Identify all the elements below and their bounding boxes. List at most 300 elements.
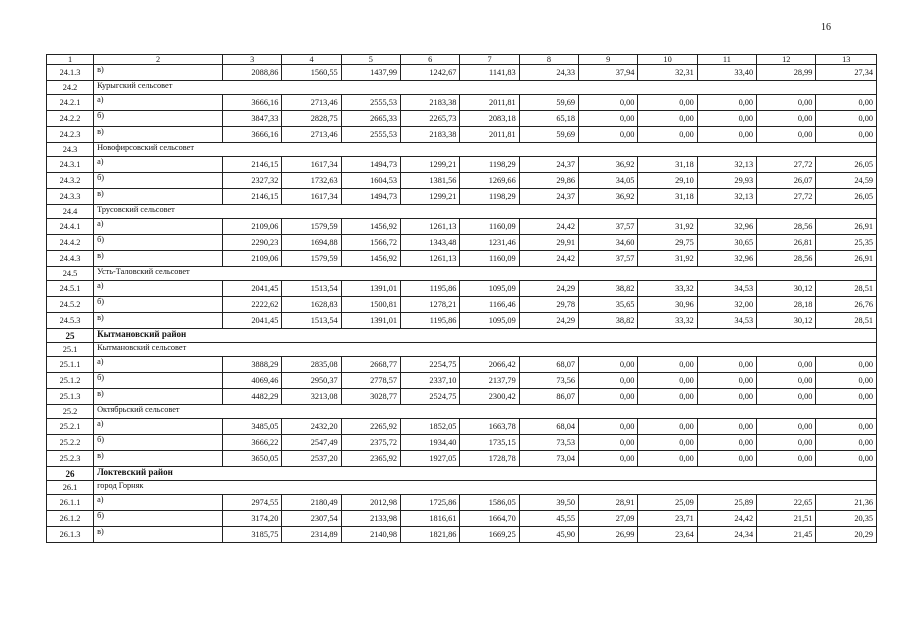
value-cell: 0,00 bbox=[638, 373, 697, 389]
value-cell: 2778,57 bbox=[341, 373, 400, 389]
table-row bbox=[47, 297, 877, 313]
row-code: 24.5.1 bbox=[47, 281, 94, 297]
value-cell: 0,00 bbox=[816, 435, 877, 451]
value-cell: 0,00 bbox=[757, 357, 816, 373]
value-cell: 36,92 bbox=[579, 157, 638, 173]
value-cell: 25,35 bbox=[816, 235, 877, 251]
value-cell: 2668,77 bbox=[341, 357, 400, 373]
section-title: Трусовский сельсовет bbox=[94, 205, 877, 219]
column-header: 11 bbox=[697, 55, 756, 65]
value-cell: 0,00 bbox=[816, 373, 877, 389]
value-cell: 1566,72 bbox=[341, 235, 400, 251]
value-cell: 2555,53 bbox=[341, 127, 400, 143]
value-cell: 0,00 bbox=[638, 111, 697, 127]
value-cell: 1617,34 bbox=[282, 157, 341, 173]
value-cell: 21,51 bbox=[757, 511, 816, 527]
row-code: 24.4.2 bbox=[47, 235, 94, 251]
row-variant: а) bbox=[94, 95, 223, 111]
value-cell: 1269,66 bbox=[460, 173, 519, 189]
value-cell: 36,92 bbox=[579, 189, 638, 205]
value-cell: 2146,15 bbox=[223, 189, 282, 205]
section-code: 25.1 bbox=[47, 343, 94, 357]
value-cell: 30,65 bbox=[697, 235, 756, 251]
row-code: 25.1.2 bbox=[47, 373, 94, 389]
value-cell: 1694,88 bbox=[282, 235, 341, 251]
value-cell: 0,00 bbox=[579, 111, 638, 127]
value-cell: 0,00 bbox=[697, 419, 756, 435]
value-cell: 2083,18 bbox=[460, 111, 519, 127]
value-cell: 2254,75 bbox=[401, 357, 460, 373]
value-cell: 28,18 bbox=[757, 297, 816, 313]
value-cell: 0,00 bbox=[816, 389, 877, 405]
row-code: 24.2.2 bbox=[47, 111, 94, 127]
table-row bbox=[47, 111, 877, 127]
row-code: 25.2.3 bbox=[47, 451, 94, 467]
table-row bbox=[47, 251, 877, 267]
value-cell: 34,53 bbox=[697, 281, 756, 297]
row-variant: в) bbox=[94, 251, 223, 267]
value-cell: 1927,05 bbox=[401, 451, 460, 467]
value-cell: 0,00 bbox=[697, 95, 756, 111]
row-code: 25.2.2 bbox=[47, 435, 94, 451]
value-cell: 1513,54 bbox=[282, 281, 341, 297]
value-cell: 33,40 bbox=[697, 65, 756, 81]
row-variant: а) bbox=[94, 281, 223, 297]
table-row bbox=[47, 95, 877, 111]
value-cell: 2265,73 bbox=[401, 111, 460, 127]
value-cell: 1095,09 bbox=[460, 313, 519, 329]
value-cell: 34,60 bbox=[579, 235, 638, 251]
column-header: 12 bbox=[757, 55, 816, 65]
value-cell: 27,72 bbox=[757, 157, 816, 173]
settlement-row bbox=[47, 481, 877, 495]
value-cell: 1669,25 bbox=[460, 527, 519, 543]
value-cell: 1160,09 bbox=[460, 251, 519, 267]
value-cell: 3213,08 bbox=[282, 389, 341, 405]
column-header: 8 bbox=[519, 55, 578, 65]
row-variant: б) bbox=[94, 373, 223, 389]
value-cell: 29,91 bbox=[519, 235, 578, 251]
value-cell: 0,00 bbox=[757, 389, 816, 405]
column-header: 1 bbox=[47, 55, 94, 65]
value-cell: 26,05 bbox=[816, 189, 877, 205]
value-cell: 0,00 bbox=[638, 127, 697, 143]
row-variant: б) bbox=[94, 435, 223, 451]
value-cell: 2537,20 bbox=[282, 451, 341, 467]
table-row bbox=[47, 435, 877, 451]
value-cell: 24,29 bbox=[519, 313, 578, 329]
value-cell: 2140,98 bbox=[341, 527, 400, 543]
value-cell: 73,04 bbox=[519, 451, 578, 467]
value-cell: 3185,75 bbox=[223, 527, 282, 543]
row-variant: а) bbox=[94, 157, 223, 173]
value-cell: 33,32 bbox=[638, 281, 697, 297]
section-title: Усть-Таловский сельсовет bbox=[94, 267, 877, 281]
value-cell: 1617,34 bbox=[282, 189, 341, 205]
value-cell: 0,00 bbox=[697, 435, 756, 451]
table-row bbox=[47, 451, 877, 467]
value-cell: 0,00 bbox=[757, 419, 816, 435]
row-variant: а) bbox=[94, 495, 223, 511]
value-cell: 3847,33 bbox=[223, 111, 282, 127]
table-row bbox=[47, 219, 877, 235]
value-cell: 1160,09 bbox=[460, 219, 519, 235]
section-code: 26.1 bbox=[47, 481, 94, 495]
value-cell: 1299,21 bbox=[401, 189, 460, 205]
value-cell: 0,00 bbox=[697, 127, 756, 143]
value-cell: 3028,77 bbox=[341, 389, 400, 405]
settlement-row bbox=[47, 343, 877, 357]
table-row bbox=[47, 313, 877, 329]
value-cell: 21,45 bbox=[757, 527, 816, 543]
row-variant: а) bbox=[94, 419, 223, 435]
row-variant: в) bbox=[94, 65, 223, 81]
value-cell: 1391,01 bbox=[341, 313, 400, 329]
row-variant: б) bbox=[94, 173, 223, 189]
value-cell: 29,75 bbox=[638, 235, 697, 251]
value-cell: 24,37 bbox=[519, 189, 578, 205]
value-cell: 0,00 bbox=[816, 357, 877, 373]
column-header: 6 bbox=[401, 55, 460, 65]
value-cell: 3485,05 bbox=[223, 419, 282, 435]
value-cell: 0,00 bbox=[579, 95, 638, 111]
tariff-table bbox=[46, 54, 877, 543]
value-cell: 32,00 bbox=[697, 297, 756, 313]
row-code: 24.2.1 bbox=[47, 95, 94, 111]
value-cell: 1821,86 bbox=[401, 527, 460, 543]
value-cell: 0,00 bbox=[579, 127, 638, 143]
value-cell: 68,07 bbox=[519, 357, 578, 373]
table-row bbox=[47, 281, 877, 297]
value-cell: 1513,54 bbox=[282, 313, 341, 329]
table-row bbox=[47, 419, 877, 435]
value-cell: 2665,33 bbox=[341, 111, 400, 127]
row-code: 24.3.2 bbox=[47, 173, 94, 189]
value-cell: 1934,40 bbox=[401, 435, 460, 451]
value-cell: 1195,86 bbox=[401, 313, 460, 329]
value-cell: 1500,81 bbox=[341, 297, 400, 313]
column-header: 7 bbox=[460, 55, 519, 65]
section-code: 25 bbox=[47, 329, 94, 343]
value-cell: 3888,29 bbox=[223, 357, 282, 373]
value-cell: 3666,22 bbox=[223, 435, 282, 451]
value-cell: 0,00 bbox=[697, 111, 756, 127]
value-cell: 1663,78 bbox=[460, 419, 519, 435]
value-cell: 0,00 bbox=[816, 419, 877, 435]
value-cell: 32,13 bbox=[697, 157, 756, 173]
value-cell: 59,69 bbox=[519, 95, 578, 111]
value-cell: 0,00 bbox=[579, 373, 638, 389]
value-cell: 1391,01 bbox=[341, 281, 400, 297]
value-cell: 29,78 bbox=[519, 297, 578, 313]
value-cell: 0,00 bbox=[697, 389, 756, 405]
row-code: 25.2.1 bbox=[47, 419, 94, 435]
section-title: город Горняк bbox=[94, 481, 877, 495]
section-title: Локтевский район bbox=[94, 467, 877, 481]
value-cell: 34,53 bbox=[697, 313, 756, 329]
value-cell: 30,96 bbox=[638, 297, 697, 313]
value-cell: 0,00 bbox=[579, 435, 638, 451]
value-cell: 2137,79 bbox=[460, 373, 519, 389]
value-cell: 65,18 bbox=[519, 111, 578, 127]
value-cell: 31,18 bbox=[638, 157, 697, 173]
value-cell: 0,00 bbox=[757, 127, 816, 143]
value-cell: 26,76 bbox=[816, 297, 877, 313]
value-cell: 1728,78 bbox=[460, 451, 519, 467]
table-row bbox=[47, 157, 877, 173]
value-cell: 39,50 bbox=[519, 495, 578, 511]
table-row bbox=[47, 173, 877, 189]
value-cell: 73,53 bbox=[519, 435, 578, 451]
value-cell: 2974,55 bbox=[223, 495, 282, 511]
row-code: 24.1.3 bbox=[47, 65, 94, 81]
value-cell: 1456,92 bbox=[341, 251, 400, 267]
row-variant: б) bbox=[94, 297, 223, 313]
table-row bbox=[47, 189, 877, 205]
value-cell: 2183,38 bbox=[401, 95, 460, 111]
value-cell: 1141,83 bbox=[460, 65, 519, 81]
value-cell: 23,64 bbox=[638, 527, 697, 543]
row-code: 26.1.1 bbox=[47, 495, 94, 511]
value-cell: 28,99 bbox=[757, 65, 816, 81]
value-cell: 2012,98 bbox=[341, 495, 400, 511]
value-cell: 35,65 bbox=[579, 297, 638, 313]
value-cell: 34,05 bbox=[579, 173, 638, 189]
value-cell: 25,89 bbox=[697, 495, 756, 511]
row-code: 25.1.3 bbox=[47, 389, 94, 405]
column-header: 5 bbox=[341, 55, 400, 65]
value-cell: 3666,16 bbox=[223, 127, 282, 143]
row-code: 24.3.1 bbox=[47, 157, 94, 173]
value-cell: 28,56 bbox=[757, 219, 816, 235]
value-cell: 26,07 bbox=[757, 173, 816, 189]
value-cell: 28,51 bbox=[816, 281, 877, 297]
value-cell: 2222,62 bbox=[223, 297, 282, 313]
value-cell: 4069,46 bbox=[223, 373, 282, 389]
value-cell: 0,00 bbox=[816, 95, 877, 111]
row-code: 25.1.1 bbox=[47, 357, 94, 373]
value-cell: 0,00 bbox=[638, 419, 697, 435]
value-cell: 0,00 bbox=[579, 451, 638, 467]
value-cell: 1343,48 bbox=[401, 235, 460, 251]
column-header: 2 bbox=[94, 55, 223, 65]
value-cell: 2146,15 bbox=[223, 157, 282, 173]
value-cell: 1166,46 bbox=[460, 297, 519, 313]
value-cell: 0,00 bbox=[697, 451, 756, 467]
row-code: 24.4.3 bbox=[47, 251, 94, 267]
section-title: Октябрьский сельсовет bbox=[94, 405, 877, 419]
value-cell: 28,51 bbox=[816, 313, 877, 329]
value-cell: 27,34 bbox=[816, 65, 877, 81]
value-cell: 45,55 bbox=[519, 511, 578, 527]
value-cell: 2133,98 bbox=[341, 511, 400, 527]
value-cell: 2828,75 bbox=[282, 111, 341, 127]
value-cell: 1198,29 bbox=[460, 189, 519, 205]
row-variant: в) bbox=[94, 189, 223, 205]
section-code: 24.3 bbox=[47, 143, 94, 157]
value-cell: 27,09 bbox=[579, 511, 638, 527]
value-cell: 2524,75 bbox=[401, 389, 460, 405]
value-cell: 2066,42 bbox=[460, 357, 519, 373]
value-cell: 24,42 bbox=[519, 219, 578, 235]
value-cell: 2307,54 bbox=[282, 511, 341, 527]
value-cell: 2365,92 bbox=[341, 451, 400, 467]
value-cell: 21,36 bbox=[816, 495, 877, 511]
value-cell: 2327,32 bbox=[223, 173, 282, 189]
value-cell: 3174,20 bbox=[223, 511, 282, 527]
value-cell: 1735,15 bbox=[460, 435, 519, 451]
value-cell: 2265,92 bbox=[341, 419, 400, 435]
value-cell: 1198,29 bbox=[460, 157, 519, 173]
column-header: 9 bbox=[579, 55, 638, 65]
value-cell: 2713,46 bbox=[282, 127, 341, 143]
value-cell: 2337,10 bbox=[401, 373, 460, 389]
value-cell: 1494,73 bbox=[341, 157, 400, 173]
value-cell: 4482,29 bbox=[223, 389, 282, 405]
row-variant: в) bbox=[94, 313, 223, 329]
value-cell: 1242,67 bbox=[401, 65, 460, 81]
value-cell: 24,42 bbox=[697, 511, 756, 527]
table-row bbox=[47, 357, 877, 373]
value-cell: 0,00 bbox=[816, 451, 877, 467]
page-number: 16 bbox=[821, 22, 831, 33]
value-cell: 59,69 bbox=[519, 127, 578, 143]
value-cell: 23,71 bbox=[638, 511, 697, 527]
value-cell: 26,05 bbox=[816, 157, 877, 173]
table-row bbox=[47, 389, 877, 405]
section-code: 25.2 bbox=[47, 405, 94, 419]
district-row bbox=[47, 329, 877, 343]
value-cell: 1579,59 bbox=[282, 219, 341, 235]
value-cell: 0,00 bbox=[757, 373, 816, 389]
row-code: 26.1.3 bbox=[47, 527, 94, 543]
value-cell: 32,96 bbox=[697, 251, 756, 267]
value-cell: 0,00 bbox=[757, 95, 816, 111]
value-cell: 2547,49 bbox=[282, 435, 341, 451]
section-code: 24.4 bbox=[47, 205, 94, 219]
value-cell: 1299,21 bbox=[401, 157, 460, 173]
section-title: Кытмановский сельсовет bbox=[94, 343, 877, 357]
value-cell: 1628,83 bbox=[282, 297, 341, 313]
value-cell: 20,35 bbox=[816, 511, 877, 527]
value-cell: 1579,59 bbox=[282, 251, 341, 267]
value-cell: 1852,05 bbox=[401, 419, 460, 435]
column-header: 4 bbox=[282, 55, 341, 65]
value-cell: 2041,45 bbox=[223, 281, 282, 297]
row-code: 24.2.3 bbox=[47, 127, 94, 143]
value-cell: 2555,53 bbox=[341, 95, 400, 111]
value-cell: 1586,05 bbox=[460, 495, 519, 511]
value-cell: 33,32 bbox=[638, 313, 697, 329]
table-row bbox=[47, 373, 877, 389]
value-cell: 29,86 bbox=[519, 173, 578, 189]
table-row bbox=[47, 127, 877, 143]
value-cell: 2290,23 bbox=[223, 235, 282, 251]
value-cell: 1095,09 bbox=[460, 281, 519, 297]
value-cell: 20,29 bbox=[816, 527, 877, 543]
value-cell: 0,00 bbox=[638, 95, 697, 111]
value-cell: 2835,08 bbox=[282, 357, 341, 373]
value-cell: 2109,06 bbox=[223, 251, 282, 267]
value-cell: 28,56 bbox=[757, 251, 816, 267]
value-cell: 27,72 bbox=[757, 189, 816, 205]
value-cell: 1456,92 bbox=[341, 219, 400, 235]
value-cell: 2011,81 bbox=[460, 95, 519, 111]
section-code: 26 bbox=[47, 467, 94, 481]
row-variant: б) bbox=[94, 511, 223, 527]
value-cell: 1278,21 bbox=[401, 297, 460, 313]
value-cell: 0,00 bbox=[579, 419, 638, 435]
value-cell: 0,00 bbox=[579, 389, 638, 405]
value-cell: 1494,73 bbox=[341, 189, 400, 205]
value-cell: 24,33 bbox=[519, 65, 578, 81]
value-cell: 2300,42 bbox=[460, 389, 519, 405]
value-cell: 28,91 bbox=[579, 495, 638, 511]
value-cell: 26,91 bbox=[816, 219, 877, 235]
value-cell: 0,00 bbox=[579, 357, 638, 373]
value-cell: 2314,89 bbox=[282, 527, 341, 543]
section-title: Курыгский сельсовет bbox=[94, 81, 877, 95]
value-cell: 45,90 bbox=[519, 527, 578, 543]
value-cell: 1195,86 bbox=[401, 281, 460, 297]
value-cell: 26,81 bbox=[757, 235, 816, 251]
value-cell: 31,18 bbox=[638, 189, 697, 205]
value-cell: 1437,99 bbox=[341, 65, 400, 81]
value-cell: 73,56 bbox=[519, 373, 578, 389]
table-row bbox=[47, 511, 877, 527]
value-cell: 2183,38 bbox=[401, 127, 460, 143]
value-cell: 0,00 bbox=[757, 451, 816, 467]
section-code: 24.2 bbox=[47, 81, 94, 95]
value-cell: 31,92 bbox=[638, 251, 697, 267]
value-cell: 0,00 bbox=[638, 389, 697, 405]
value-cell: 32,96 bbox=[697, 219, 756, 235]
district-row bbox=[47, 467, 877, 481]
row-variant: а) bbox=[94, 357, 223, 373]
value-cell: 2950,37 bbox=[282, 373, 341, 389]
value-cell: 29,93 bbox=[697, 173, 756, 189]
value-cell: 86,07 bbox=[519, 389, 578, 405]
value-cell: 0,00 bbox=[757, 111, 816, 127]
settlement-row bbox=[47, 205, 877, 219]
section-code: 24.5 bbox=[47, 267, 94, 281]
settlement-row bbox=[47, 143, 877, 157]
value-cell: 30,12 bbox=[757, 281, 816, 297]
row-variant: б) bbox=[94, 111, 223, 127]
row-variant: в) bbox=[94, 451, 223, 467]
section-title: Кытмановский район bbox=[94, 329, 877, 343]
row-code: 26.1.2 bbox=[47, 511, 94, 527]
row-variant: в) bbox=[94, 527, 223, 543]
value-cell: 0,00 bbox=[697, 357, 756, 373]
value-cell: 26,99 bbox=[579, 527, 638, 543]
value-cell: 2041,45 bbox=[223, 313, 282, 329]
value-cell: 1231,46 bbox=[460, 235, 519, 251]
value-cell: 2180,49 bbox=[282, 495, 341, 511]
value-cell: 38,82 bbox=[579, 281, 638, 297]
value-cell: 68,04 bbox=[519, 419, 578, 435]
value-cell: 24,59 bbox=[816, 173, 877, 189]
value-cell: 2713,46 bbox=[282, 95, 341, 111]
value-cell: 25,09 bbox=[638, 495, 697, 511]
settlement-row bbox=[47, 267, 877, 281]
value-cell: 31,92 bbox=[638, 219, 697, 235]
value-cell: 22,65 bbox=[757, 495, 816, 511]
value-cell: 1261,13 bbox=[401, 251, 460, 267]
value-cell: 37,57 bbox=[579, 219, 638, 235]
value-cell: 0,00 bbox=[816, 127, 877, 143]
row-variant: в) bbox=[94, 389, 223, 405]
